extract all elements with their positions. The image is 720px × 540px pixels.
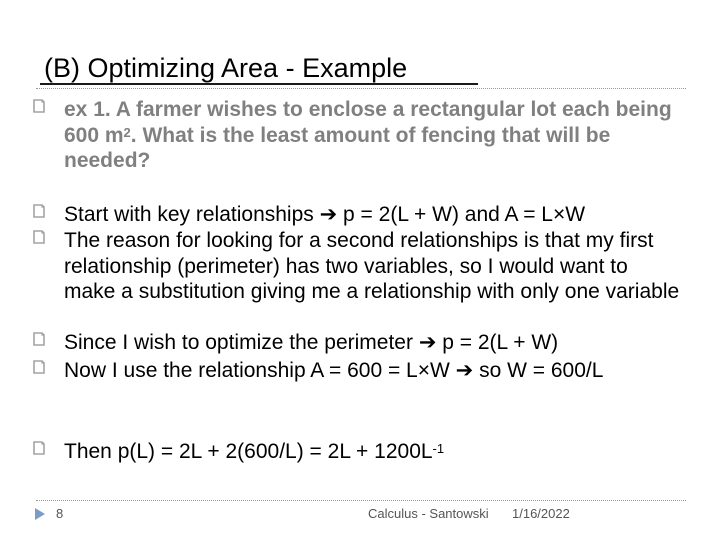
- slide-title: (B) Optimizing Area - Example: [44, 53, 408, 83]
- bottom-dotted-divider: [36, 500, 686, 501]
- triangle-pointer-icon: [34, 507, 46, 526]
- page-curl-bullet-icon: [32, 358, 48, 380]
- bullet-1-text: ex 1. A farmer wishes to enclose a rectangular lot each being 600 m: [64, 98, 672, 147]
- bullet-1-text-end: . What is the least amount of fencing that will be needed?: [64, 123, 611, 172]
- page-curl-bullet-icon: [32, 439, 48, 461]
- bullet-1-superscript: 2: [123, 124, 131, 140]
- footer-date: 1/16/2022: [512, 506, 570, 521]
- bullet-item-area-relationship: [64, 358, 684, 384]
- bullet-item-optimize-perimeter: [64, 330, 684, 356]
- page-number: 8: [56, 506, 64, 521]
- bullet-4-text: Since I wish to optimize the perimeter ➔ p = 2(L + W): [64, 331, 559, 354]
- page-curl-bullet-icon: [32, 202, 48, 224]
- footer-credit: Calculus - Santowski: [368, 506, 489, 521]
- bullet-3-text: The reason for looking for a second relationships is that my first relationship (perimeter) has two variables, so I would want to make a substitution giving me a relationship with only one variable: [64, 229, 680, 303]
- bullet-6-superscript: -1: [432, 441, 445, 456]
- bullet-item-key-relationships: [64, 202, 684, 228]
- top-dotted-divider: [36, 88, 686, 89]
- bullet-5-text: Now I use the relationship A = 600 = L×W ➔ so W = 600/L: [64, 359, 604, 382]
- bullet-item-reason: [64, 228, 684, 305]
- title-underline: [40, 83, 478, 85]
- bullet-item-example: [64, 97, 684, 174]
- bullet-2-text: Start with key relationships ➔ p = 2(L + W) and A = L×W: [64, 203, 586, 226]
- bullet-item-perimeter-function: [64, 439, 684, 465]
- page-curl-bullet-icon: [32, 97, 48, 119]
- bullet-6-text: Then p(L) = 2L + 2(600/L) = 2L + 1200L: [64, 440, 433, 463]
- page-curl-bullet-icon: [32, 330, 48, 352]
- page-curl-bullet-icon: [32, 228, 48, 250]
